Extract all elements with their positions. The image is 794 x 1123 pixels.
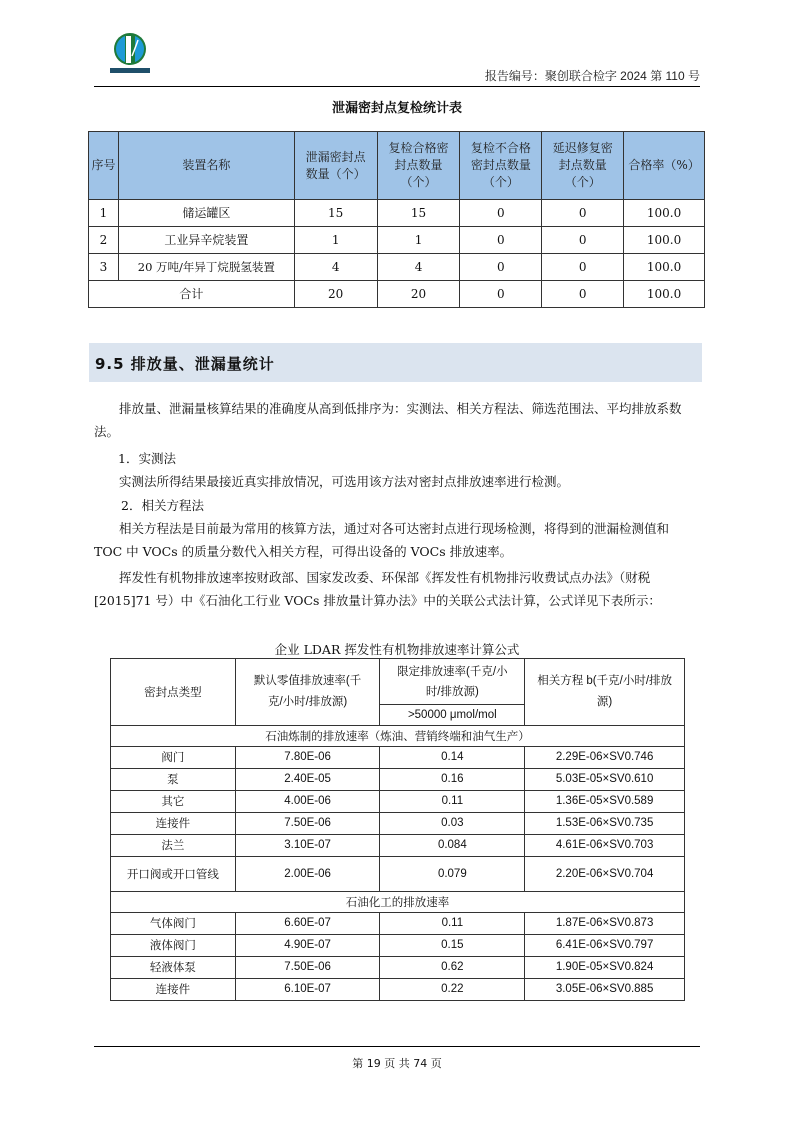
cell-fail: 0 — [460, 254, 542, 281]
col-header: 泄漏密封点数量（个） — [294, 132, 377, 200]
list-item-heading: 2．相关方程法 — [121, 498, 204, 513]
paragraph: 挥发性有机物排放速率按财政部、国家发改委、环保部《挥发性有机物排污收费试点办法》（财税[2015]71 号）中《石油化工行业 VOCs 排放量计算办法》中的关联公式法计算，公式详见下表所示： — [94, 570, 661, 608]
recheck-stats-table — [88, 131, 705, 308]
cell-type: 阀门 — [111, 747, 236, 769]
cell-limit: 0.14 — [380, 747, 525, 769]
cell-limit: 0.11 — [380, 913, 525, 935]
col-header-type: 密封点类型 — [111, 659, 236, 726]
group-title: 石油炼制的排放速率（炼油、营销终端和油气生产） — [111, 726, 685, 747]
table-row — [111, 913, 685, 935]
cell-default: 4.90E-07 — [235, 935, 380, 957]
col-header: 序号 — [89, 132, 119, 200]
cell-equation: 1.36E-05×SV0.589 — [525, 791, 685, 813]
group-heading-row — [111, 726, 685, 747]
paragraph: 排放量、泄漏量核算结果的准确度从高到低排序为：实测法、相关方程法、筛选范围法、平均排放系数法。 — [94, 401, 682, 439]
table1-title: 泄漏密封点复检统计表 — [331, 101, 462, 116]
cell-default: 6.60E-07 — [235, 913, 380, 935]
cell-type: 泵 — [111, 769, 236, 791]
section-title: 9.5 排放量、泄漏量统计 — [95, 355, 275, 373]
cell-default: 7.50E-06 — [235, 813, 380, 835]
cell-limit: 0.11 — [380, 791, 525, 813]
cell-equation: 3.05E-06×SV0.885 — [525, 979, 685, 1001]
cell-type: 液体阀门 — [111, 935, 236, 957]
table-row — [111, 979, 685, 1001]
cell-equation: 6.41E-06×SV0.797 — [525, 935, 685, 957]
col-header: 复检合格密封点数量（个） — [377, 132, 460, 200]
table1-header-row — [89, 132, 705, 200]
report-number: 报告编号：聚创联合检字 2024 第 110 号 — [484, 69, 700, 83]
cell-leak: 20 — [294, 281, 377, 308]
cell-delay: 0 — [542, 281, 624, 308]
cell-default: 7.50E-06 — [235, 957, 380, 979]
cell-default: 2.00E-06 — [235, 857, 380, 892]
cell-fail: 0 — [460, 281, 542, 308]
cell-leak: 15 — [294, 200, 377, 227]
table-row — [111, 935, 685, 957]
table-row — [111, 813, 685, 835]
cell-equation: 1.90E-05×SV0.824 — [525, 957, 685, 979]
cell-rate: 100.0 — [624, 200, 705, 227]
table-row — [89, 227, 705, 254]
header-divider — [94, 86, 700, 87]
col-header: 复检不合格密封点数量（个） — [460, 132, 542, 200]
paragraph: 实测法所得结果最接近真实排放情况，可选用该方法对密封点排放速率进行检测。 — [119, 474, 570, 489]
cell-default: 6.10E-07 — [235, 979, 380, 1001]
cell-default: 2.40E-05 — [235, 769, 380, 791]
cell-rate: 100.0 — [624, 227, 705, 254]
cell-default: 7.80E-06 — [235, 747, 380, 769]
cell-no: 1 — [89, 200, 119, 227]
cell-limit: 0.079 — [380, 857, 525, 892]
cell-leak: 1 — [294, 227, 377, 254]
cell-delay: 0 — [542, 200, 624, 227]
cell-default: 3.10E-07 — [235, 835, 380, 857]
table2-header-row — [111, 659, 685, 705]
cell-name: 20 万吨/年异丁烷脱氢装置 — [118, 254, 294, 281]
cell-equation: 2.29E-06×SV0.746 — [525, 747, 685, 769]
footer-divider — [94, 1046, 700, 1047]
cell-fail: 0 — [460, 200, 542, 227]
cell-type: 其它 — [111, 791, 236, 813]
table-row — [111, 835, 685, 857]
cell-leak: 4 — [294, 254, 377, 281]
cell-pass: 20 — [377, 281, 460, 308]
table-total-row — [89, 281, 705, 308]
cell-no: 2 — [89, 227, 119, 254]
cell-limit: 0.03 — [380, 813, 525, 835]
cell-type: 连接件 — [111, 813, 236, 835]
cell-equation: 5.03E-05×SV0.610 — [525, 769, 685, 791]
table-row — [89, 200, 705, 227]
cell-pass: 1 — [377, 227, 460, 254]
group-heading-row — [111, 892, 685, 913]
cell-limit: 0.16 — [380, 769, 525, 791]
table-row — [111, 791, 685, 813]
col-header-equation: 相关方程 b(千克/小时/排放源) — [525, 659, 685, 726]
col-header: 装置名称 — [118, 132, 294, 200]
cell-limit: 0.15 — [380, 935, 525, 957]
cell-default: 4.00E-06 — [235, 791, 380, 813]
cell-fail: 0 — [460, 227, 542, 254]
col-header-default: 默认零值排放速率(千克/小时/排放源) — [235, 659, 380, 726]
cell-type: 连接件 — [111, 979, 236, 1001]
cell-limit: 0.62 — [380, 957, 525, 979]
cell-pass: 4 — [377, 254, 460, 281]
company-logo — [108, 32, 152, 76]
group-title: 石油化工的排放速率 — [111, 892, 685, 913]
paragraph: 相关方程法是目前最为常用的核算方法，通过对各可达密封点进行现场检测，将得到的泄漏检测值和 TOC 中 VOCs 的质量分数代入相关方程，可得出设备的 VOCs 排放速率。 — [94, 521, 670, 559]
table-row — [89, 254, 705, 281]
cell-pass: 15 — [377, 200, 460, 227]
table2-title: 企业 LDAR 挥发性有机物排放速率计算公式 — [274, 642, 520, 657]
cell-rate: 100.0 — [624, 254, 705, 281]
table-row — [111, 957, 685, 979]
cell-name: 工业异辛烷装置 — [118, 227, 294, 254]
cell-limit: 0.22 — [380, 979, 525, 1001]
table-row — [111, 769, 685, 791]
cell-type: 开口阀或开口管线 — [111, 857, 236, 892]
cell-equation: 4.61E-06×SV0.703 — [525, 835, 685, 857]
cell-equation: 2.20E-06×SV0.704 — [525, 857, 685, 892]
cell-name: 储运罐区 — [118, 200, 294, 227]
cell-rate: 100.0 — [624, 281, 705, 308]
cell-type: 气体阀门 — [111, 913, 236, 935]
table-row — [111, 857, 685, 892]
cell-no: 3 — [89, 254, 119, 281]
col-header-limit: 限定排放速率(千克/小时/排放源) — [380, 659, 525, 705]
cell-total-label: 合计 — [89, 281, 295, 308]
cell-type: 轻液体泵 — [111, 957, 236, 979]
table-row — [111, 747, 685, 769]
cell-type: 法兰 — [111, 835, 236, 857]
cell-limit: 0.084 — [380, 835, 525, 857]
page-number: 第 19 页 共 74 页 — [352, 1057, 442, 1070]
emission-formula-table — [110, 658, 685, 1001]
cell-delay: 0 — [542, 254, 624, 281]
cell-equation: 1.87E-06×SV0.873 — [525, 913, 685, 935]
cell-equation: 1.53E-06×SV0.735 — [525, 813, 685, 835]
col-header: 合格率（%） — [624, 132, 705, 200]
col-header: 延迟修复密封点数量（个） — [542, 132, 624, 200]
cell-delay: 0 — [542, 227, 624, 254]
list-item-heading: 1．实测法 — [118, 451, 176, 466]
col-subheader-limit: >50000 μmol/mol — [380, 705, 525, 726]
